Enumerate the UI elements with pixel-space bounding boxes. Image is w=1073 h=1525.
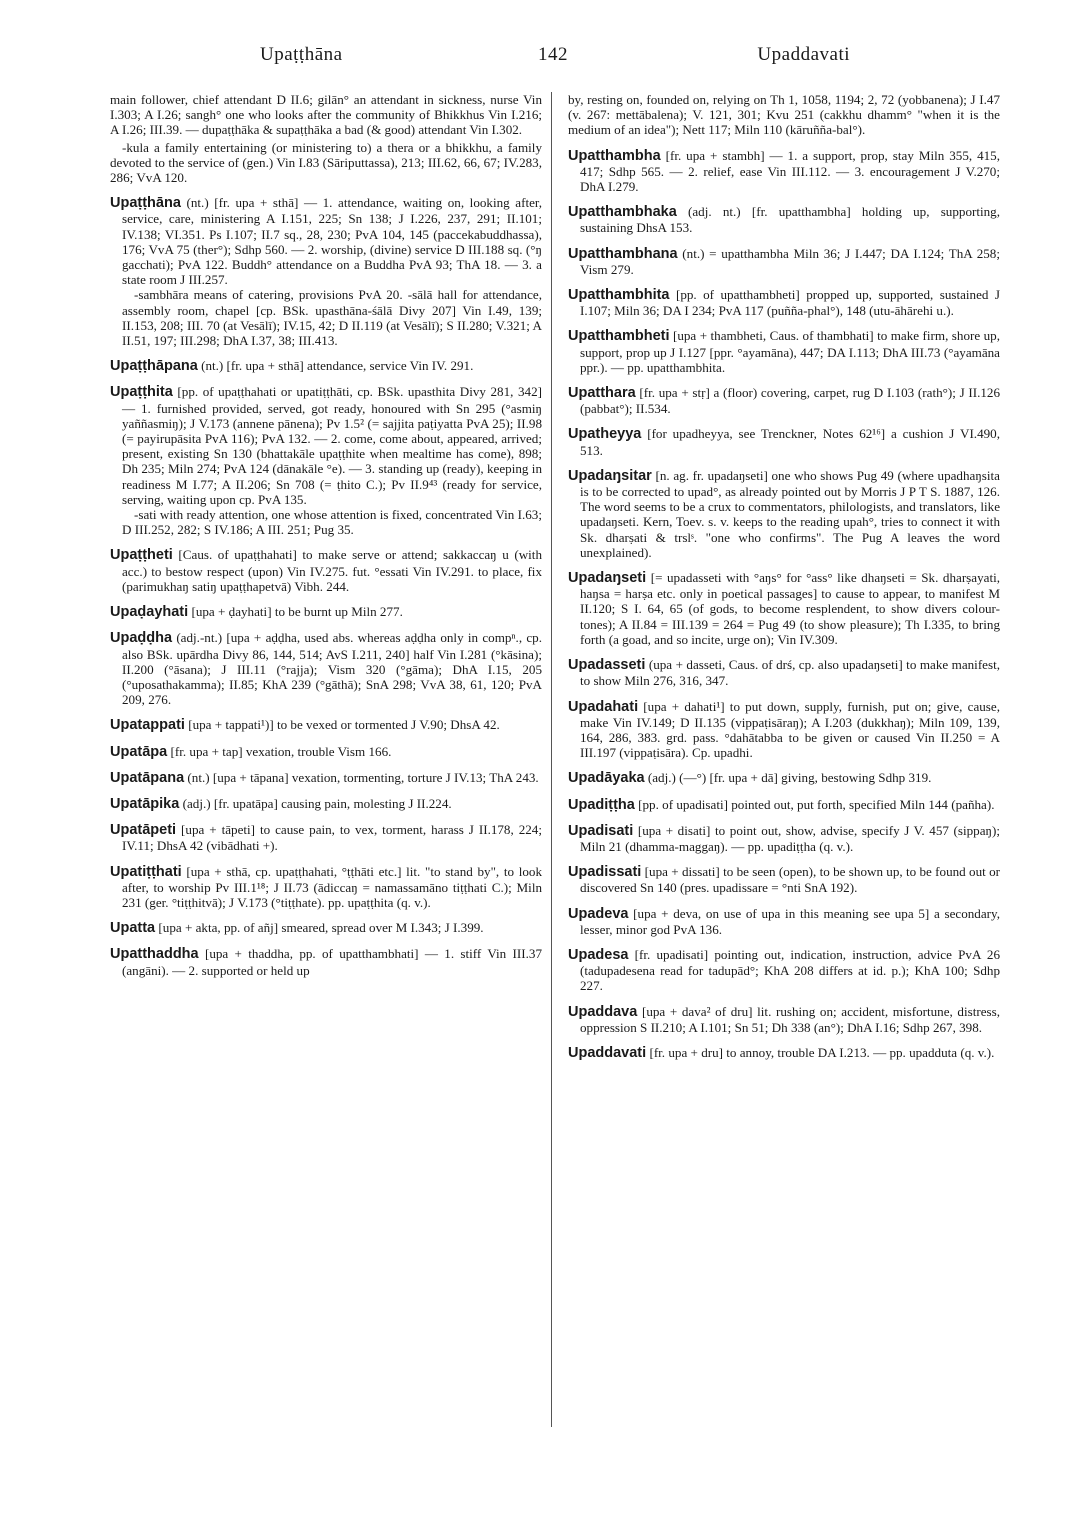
continued-entry-text: main follower, chief attendant D II.6; gilān° an attendant in sickness, nurse Vin I.303; A I.26; sangh° one who looks after the community of Bhikkhus Vin I.216; A I.26; III.39. — dupaṭṭhāka & supaṭṭhāka a bad (& good) attendant Vin I.302. <box>110 92 542 138</box>
dictionary-entry <box>568 287 1000 318</box>
continued-entry-text: by, resting on, founded on, relying on Th 1, 1058, 1194; 2, 72 (yobbanena); J I.47 (v. 267: mettābalena); V. 121, 301; Kvu 251 (cakkhu dhamm° "when it is the medium of an idea"); Nett 117; Miln 110 (kāruñña-bal°). <box>568 92 1000 138</box>
left-column <box>110 92 542 988</box>
page-number: 142 <box>538 44 568 65</box>
headword: Upatthambhaka <box>568 204 677 221</box>
dictionary-entry <box>110 796 542 812</box>
dictionary-entry <box>110 864 542 911</box>
column-divider <box>551 92 552 1427</box>
running-head-left: Upaṭṭhāna <box>260 44 343 65</box>
dictionary-entry <box>568 947 1000 994</box>
entry-subentry: -sambhāra means of catering, provisions PvA 20. -sālā hall for attendance, assembly room, chapel [cp. BSk. upasthāna-śālā Divy 207] Vin I.49, 139; II.153, 208; III. 70 (at Vesālī); IV.15, 42; D II.119 (at Vesālī); S II.280; V.321; A II.51, 197; III.298; DhA I.37, 38; III.413. <box>122 287 542 349</box>
headword: Upatthara <box>568 385 636 402</box>
entry-body: [upa + tāpeti] to cause pain, to vex, torment, harass J II.178, 224; IV.11; DhsA 42 (vibādhati +). <box>122 822 542 854</box>
entry-body: [for upadheyya, see Trenckner, Notes 62¹⁶] a cushion J VI.490, 513. <box>580 426 1000 458</box>
entry-body: [upa + deva, on use of upa in this meaning see upa 5] a secondary, lesser, minor god PvA 136. <box>580 905 1000 937</box>
entry-subentry: -sati with ready attention, one whose attention is fixed, concentrated Vin I.63; D III.252, 282; S IV.186; A III. 251; Pug 35. <box>122 507 542 538</box>
headword: Upadisati <box>568 822 634 839</box>
entry-body: [n. ag. fr. upadaŋseti] one who shows Pug 49 (where upadhaŋsita is to be corrected to upad°, as already pointed out by Morris J P T S. 1887, 126. The word seems to be a crux to commentators, philologists, and translators, like upadaŋseti. Kern, Toev. s. v. keeps to the reading upah°, tries to connect it with Sk. dharṣati & trslˢ. "one who confirms". The Pug A leaves the word unexplained). <box>580 467 1000 560</box>
headword: Upatthambha <box>568 147 661 164</box>
headword: Upadasseti <box>568 657 646 674</box>
entry-body: [pp. of upatthambheti] propped up, supported, sustained J I.107; Miln 36; DA I 234; PvA 117 (puñña-phal°), 148 (utu-āhārehi u.). <box>580 287 1000 319</box>
headword: Upadaŋseti <box>568 570 647 587</box>
dictionary-entry <box>568 204 1000 235</box>
headword: Upatheyya <box>568 426 642 443</box>
page-header <box>100 44 960 70</box>
headword: Upaṭṭhāna <box>110 195 181 212</box>
entry-body: (adj.) [fr. upatāpa] causing pain, molesting J II.224. <box>182 795 452 811</box>
dictionary-entry <box>568 864 1000 895</box>
entry-body: [upa + dahati¹] to put down, supply, furnish, put on; give, cause, make Vin IV.149; D II.135 (vippaṭisāraŋ); A I.203 (dukkhaŋ); Miln 109, 139, 164, 286, 383. grd. pass. °dahātabba to be given or caused Vin II.250 = A III.197 (vippaṭisāra). Cp. upadhi. <box>580 698 1000 761</box>
entry-body: (adj.-nt.) [upa + aḍḍha, used abs. whereas aḍḍha only in compⁿ., cp. also BSk. upārdha Divy 86, 144, 514; AvS I.211, 240] half Vin I.281 (°kāsina); II.200 (°āsana); J III.11 (°rajja); Vism 320 (°gāma); DhA I.15, 205 (°uposathakamma); II.85; KhA 239 (°gāthā); SnA 298; VvA 38, 61, 120; PvA 209, 276. <box>122 630 543 708</box>
entry-body: (nt.) [fr. upa + sthā] — 1. attendance, waiting on, looking after, service, care, ministering A I.151, 225; Sn 138; J I.226, 237, 291; II.101; IV.138; VI.351. Ps I.107; II.7 sq., 28, 230; PvA 104, 145 (paccekabuddhassa), 176; VvA 75 (ther°); Sdhp 560. — 2. worship, (divine) service D III.188 sq. (°ŋ gacchati); PvA 122. Buddh° attendance on a Buddha PvA 93; ThA 18. — 3. a state room J III.257. <box>122 195 542 288</box>
dictionary-entry <box>110 604 542 620</box>
dictionary-entry <box>110 946 542 977</box>
headword: Upaḍayhati <box>110 604 189 621</box>
entry-body: [upa + tappati¹)] to be vexed or tormented J V.90; DhsA 42. <box>188 717 500 733</box>
headword: Upatāpana <box>110 769 185 786</box>
dictionary-entry <box>110 744 542 760</box>
entry-body: [upa + disati] to point out, show, advise, specify J V. 457 (sippaŋ); Miln 21 (dhamma-maggaŋ). — pp. upadiṭṭha (q. v.). <box>580 822 1000 854</box>
entry-body: [fr. upa + dru] to annoy, trouble DA I.213. — pp. upadduta (q. v.). <box>649 1044 995 1060</box>
dictionary-entry <box>568 770 1000 786</box>
dictionary-entry <box>110 384 542 537</box>
entry-body: [upa + thaddha, pp. of upatthambhati] — 1. stiff Vin III.37 (angāni). — 2. supported or held up <box>122 946 543 978</box>
dictionary-entry <box>568 1004 1000 1035</box>
dictionary-entry <box>568 823 1000 854</box>
dictionary-entry <box>568 906 1000 937</box>
headword: Upatāpa <box>110 743 168 760</box>
headword: Upaddava <box>568 1003 638 1020</box>
dictionary-entry <box>568 385 1000 416</box>
dictionary-entry <box>568 426 1000 457</box>
entry-body: [pp. of upaṭṭhahati or upatiṭṭhāti, cp. BSk. upasthita Divy 281, 342] — 1. furnished provided, served, got ready, honoured with Sn 295 (°asmiŋ yaññasmiŋ); J V.173 (annene pānena); Pv 1.5² (= sajjita paṭiyatta PvA 25); II.98 (= payirupāsita PvA 116); PvA 132. — 2. come, come about, appeared, arrived; present, existing Sn 130 (bhattakāle upaṭṭhite when mealtime has come), 898; Dh 235; Miln 274; PvA 124 (dānakāle °e). — 3. standing up (ready), keeping in readiness M I.77; A II.206; Sn 708 (= ṭhito C.); Pv II.9⁴³ (ready for service, serving, waiting upon cp. PvA 135. <box>122 384 542 507</box>
right-column <box>568 92 1000 1071</box>
dictionary-entry <box>110 358 542 374</box>
entry-body: (adj. nt.) [fr. upatthambha] holding up, supporting, sustaining DhsA 153. <box>580 204 1000 236</box>
entry-body: [upa + dissati] to be seen (open), to be shown up, to be found out or discovered Sn 140 (pres. upadissare = °nti SnA 192). <box>580 864 1000 896</box>
dictionary-entry <box>110 717 542 733</box>
headword: Upatappati <box>110 717 185 734</box>
entry-body: [= upadasseti with °aŋs° for °ass° like dhaŋseti = Sk. dharṣayati, haŋsa = harṣa etc. only in poetical passages] to cause to appear, to manifest M II.120; S I. 64, 65 (of gods, to become resplendent, to show divers colour-tones); A II.84 = III.139 = 264 = Pug 49 (to show pleasure); Th I.335, to bring forth (a goad, and so incite, urge on); Vin IV.309. <box>580 570 1000 647</box>
entry-body: [upa + thambheti, Caus. of thambhati] to make firm, shore up, support, prop up J I.127 [ppr. °ayamāna), 447; DA I.113; DhA III.73 (°ayamāna ppr.). — pp. upatthambhita. <box>580 328 1000 375</box>
headword: Upadeva <box>568 905 629 922</box>
headword: Upadesa <box>568 946 629 963</box>
entry-body: [upa + dava² of dru] lit. rushing on; accident, misfortune, distress, oppression S II.210; A I.101; Sn 51; Dh 338 (an°); DhA I.16; Sdhp 267, 398. <box>580 1003 1000 1035</box>
entry-body: [fr. upa + stṛ] a (floor) covering, carpet, rug D I.103 (rath°); J II.126 (pabbat°); II.534. <box>580 385 1000 417</box>
headword: Upatthaddha <box>110 946 199 963</box>
entry-body: (nt.) = upatthambha Miln 36; J I.447; DA I.124; ThA 258; Vism 279. <box>580 245 1000 277</box>
dictionary-entry <box>568 570 1000 647</box>
headword: Upatthambhana <box>568 245 678 262</box>
headword: Upatiṭṭhati <box>110 863 182 880</box>
dictionary-entry <box>568 657 1000 688</box>
headword: Upaṭṭhita <box>110 384 173 401</box>
headword: Upatta <box>110 920 156 937</box>
headword: Upatthambheti <box>568 328 670 345</box>
dictionary-entry <box>568 699 1000 761</box>
entry-body: [pp. of upadisati] pointed out, put forth, specified Miln 144 (pañha). <box>638 796 995 812</box>
entry-body: [upa + akta, pp. of añj] smeared, spread over M I.343; J I.399. <box>158 920 484 936</box>
running-head-right: Upaddavati <box>757 44 850 65</box>
headword: Upatthambhita <box>568 287 670 304</box>
headword: Upaḍḍha <box>110 630 173 647</box>
dictionary-entry <box>568 328 1000 375</box>
headword: Upadāyaka <box>568 770 645 787</box>
dictionary-entry <box>110 547 542 594</box>
headword: Upaṭṭhāpana <box>110 358 198 375</box>
entry-body: [Caus. of upaṭṭhahati] to make serve or attend; sakkaccaŋ u (with acc.) to bestow respect (upon) Vin IV.275. fut. °essati Vin IV.291. to place, fix (parimukhaŋ satiŋ upaṭṭhapetvā) Vibh. 244. <box>122 547 542 594</box>
headword: Upaṭṭheti <box>110 547 173 564</box>
entry-body: [fr. upadisati] pointing out, indication, instruction, advice PvA 26 (tadupadesena read for tadupād°; KhA 208 differs at id. p.); KhA 100; Sdhp 227. <box>580 946 1001 994</box>
headword: Upatāpika <box>110 795 180 812</box>
dictionary-entry <box>568 148 1000 195</box>
continued-entry-subentry: -kula a family entertaining (or ministering to) a thera or a bhikkhu, a family devoted to the service of (gen.) Vin I.83 (Sāriputtassa), 213; III.62, 66, 67; IV.283, 286; VvA 120. <box>110 139 542 186</box>
dictionary-entry <box>110 630 542 707</box>
entry-body: [fr. upa + tap] vexation, trouble Vism 166. <box>170 743 392 759</box>
entry-body: [upa + ḍayhati] to be burnt up Miln 277. <box>191 604 403 620</box>
headword: Upaddavati <box>568 1044 647 1061</box>
dictionary-entry <box>110 822 542 853</box>
entry-body: (nt.) [fr. upa + sthā] attendance, service Vin IV. 291. <box>201 358 474 374</box>
dictionary-entry <box>568 468 1000 560</box>
dictionary-entry <box>568 797 1000 813</box>
headword: Upadissati <box>568 864 642 881</box>
dictionary-entry <box>110 195 542 348</box>
entry-body: (upa + dasseti, Caus. of drś, cp. also upadaŋseti] to make manifest, to show Miln 276, 316, 347. <box>580 657 1000 689</box>
headword: Upadiṭṭha <box>568 796 635 813</box>
entry-body: [upa + sthā, cp. upaṭṭhahati, °ṭṭhāti etc.] lit. "to stand by", to look after, to worship Pv III.1¹⁸; J II.73 (ādiccaŋ = namassamāno tiṭṭhati C.); Miln 231 (ger. °tiṭṭhitvā); J V.173 (°tiṭṭhate). pp. upaṭṭhita (q. v.). <box>122 863 542 910</box>
dictionary-entry <box>110 920 542 936</box>
headword: Upatāpeti <box>110 822 177 839</box>
headword: Upadaŋsitar <box>568 467 652 484</box>
dictionary-entry <box>568 1045 1000 1061</box>
entry-body: (adj.) (—°) [fr. upa + dā] giving, bestowing Sdhp 319. <box>647 770 932 786</box>
entry-body: [fr. upa + stambh] — 1. a support, prop, stay Miln 355, 415, 417; Sdhp 565. — 2. relief, ease Vin III.112. — 3. encouragement J V.270; DhA I.279. <box>580 147 1000 195</box>
dictionary-entry <box>110 770 542 786</box>
headword: Upadahati <box>568 698 639 715</box>
entry-body: (nt.) [upa + tāpana] vexation, tormenting, torture J IV.13; ThA 243. <box>187 769 539 785</box>
dictionary-entry <box>568 246 1000 277</box>
